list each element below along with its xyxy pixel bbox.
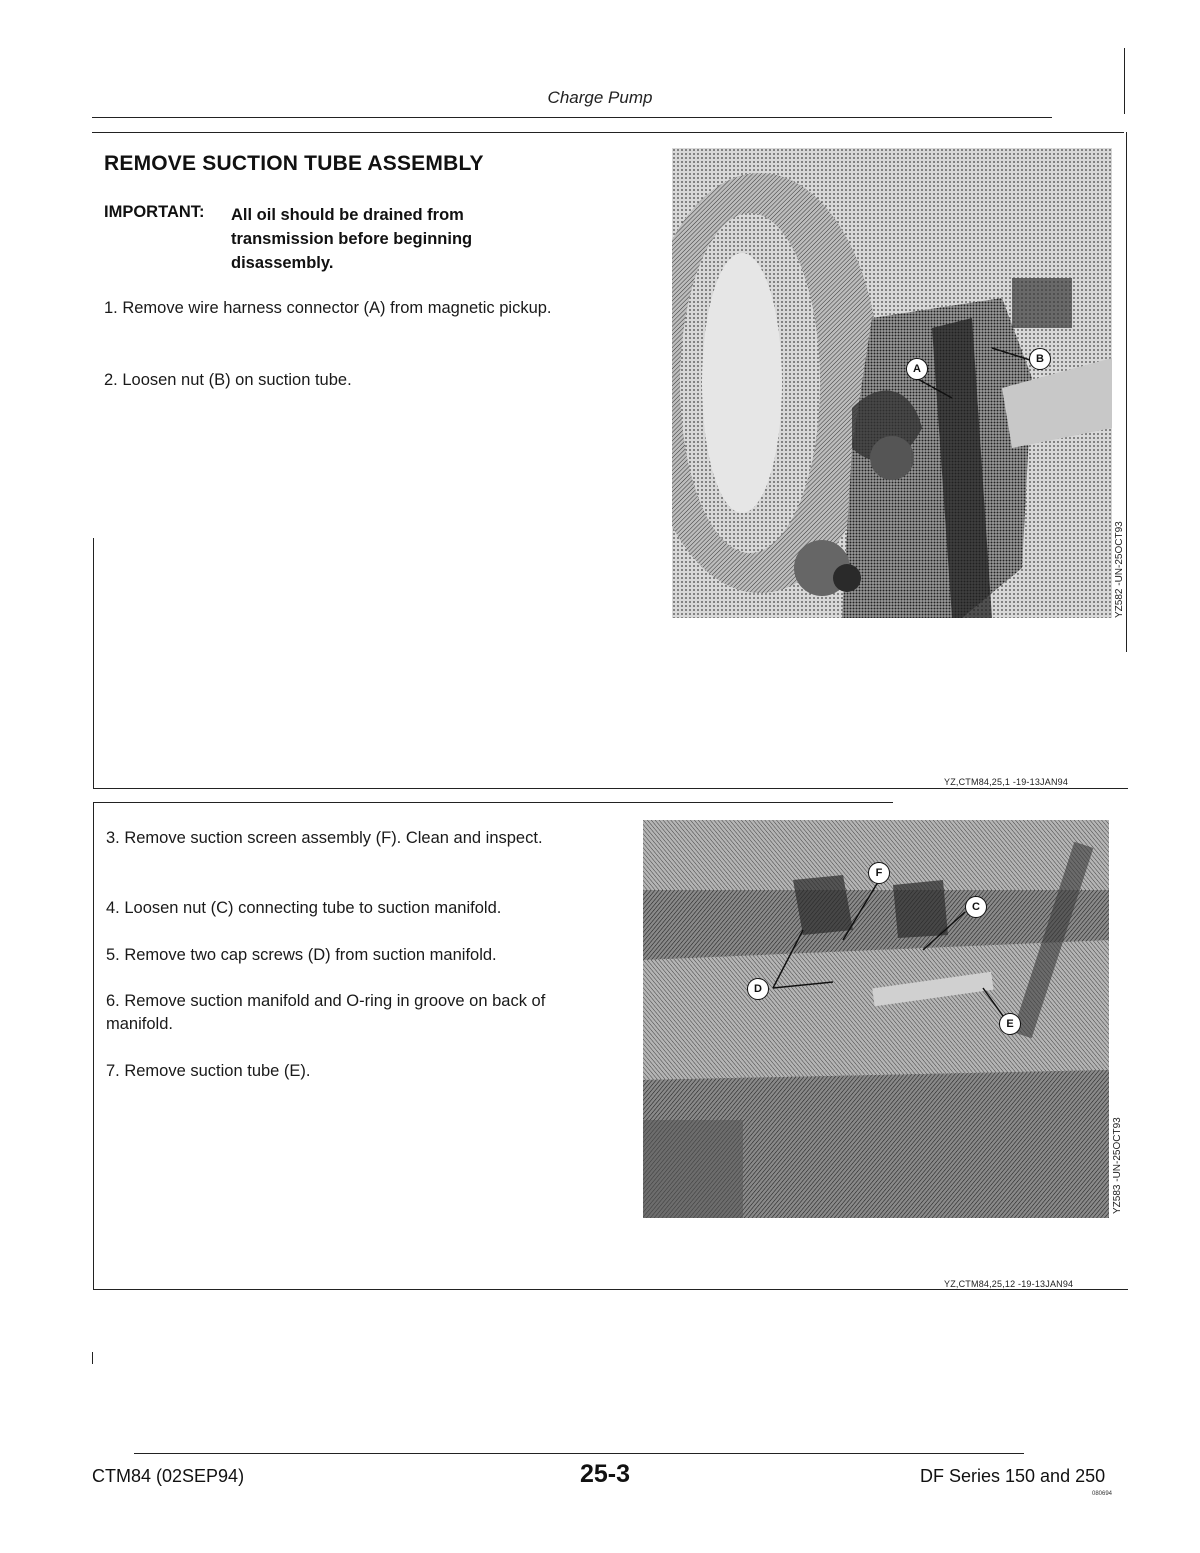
figure-2-ref-code: YZ,CTM84,25,12 -19-13JAN94 [944, 1279, 1074, 1289]
step-6: 6. Remove suction manifold and O-ring in groove on back of manifold. [106, 992, 546, 1033]
figure-1-side-code: YZ582 -UN-25OCT93 [1114, 521, 1125, 618]
section2-left-rule [93, 802, 94, 1289]
callout-c: C [965, 896, 987, 918]
callout-a: A [906, 358, 928, 380]
section2-top-rule [93, 802, 893, 803]
step-4: 4. Loosen nut (C) connecting tube to suction manifold. [106, 899, 502, 917]
step-5: 5. Remove two cap screws (D) from suction manifold. [106, 946, 497, 964]
section1-top-rule [92, 132, 1124, 133]
footer-manual: CTM84 (02SEP94) [92, 1466, 245, 1486]
section1-bottom-rule [93, 788, 1128, 789]
figure-1-drawing [672, 148, 1112, 618]
footer-rule [134, 1453, 1024, 1454]
figure-1-ref-code: YZ,CTM84,25,1 -19-13JAN94 [944, 777, 1069, 787]
header-right-mark [1124, 48, 1125, 114]
section-heading: REMOVE SUCTION TUBE ASSEMBLY [104, 152, 484, 175]
figure-2-photo [643, 820, 1109, 1218]
figure-2-side-code: YZ583 -UN-25OCT93 [1112, 1117, 1123, 1214]
step-3: 3. Remove suction screen assembly (F). Clean and inspect. [106, 829, 543, 847]
callout-b: B [1029, 348, 1051, 370]
margin-mark [92, 1352, 93, 1364]
section2-bottom-rule [93, 1289, 1128, 1290]
step-7: 7. Remove suction tube (E). [106, 1062, 311, 1080]
step-1: 1. Remove wire harness connector (A) from magnetic pickup. [104, 299, 552, 317]
callout-d: D [747, 978, 769, 1000]
important-label: IMPORTANT: [104, 203, 205, 221]
running-head: Charge Pump [547, 88, 653, 107]
figure-1-photo [672, 148, 1112, 618]
callout-e: E [999, 1013, 1021, 1035]
section1-right-rule [1126, 132, 1127, 652]
footer-product: DF Series 150 and 250 [920, 1466, 1106, 1486]
footer-page-number: 25-3 [580, 1460, 631, 1488]
important-text: All oil should be drained from transmission before beginning disassembly. [231, 206, 473, 272]
footer-code: 080694 [1092, 1491, 1113, 1497]
step-2: 2. Loosen nut (B) on suction tube. [104, 371, 352, 389]
header-rule [92, 117, 1052, 118]
section1-left-rule [93, 538, 94, 788]
callout-f: F [868, 862, 890, 884]
